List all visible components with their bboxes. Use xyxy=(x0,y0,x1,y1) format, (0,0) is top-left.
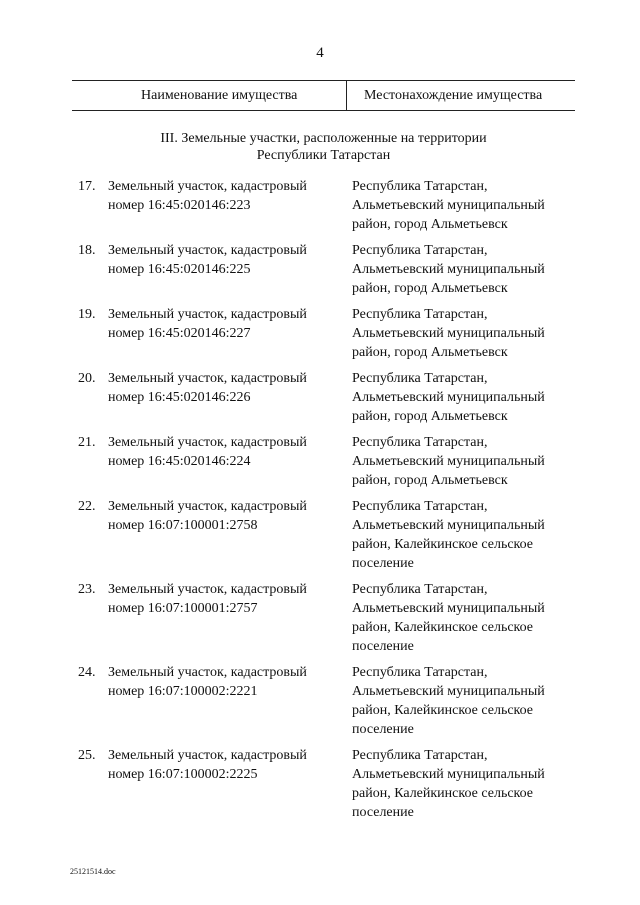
item-name-line: Земельный участок, кадастровый xyxy=(108,748,307,763)
item-location-line: Альметьевский муниципальный xyxy=(352,518,545,533)
item-location-line: район, Калейкинское сельское xyxy=(352,537,534,552)
item-name xyxy=(108,663,340,701)
item-location-line: Альметьевский муниципальный xyxy=(352,198,545,213)
item-name-line: Земельный участок, кадастровый xyxy=(108,435,307,450)
item-name-line: Земельный участок, кадастровый xyxy=(108,179,307,194)
list-item xyxy=(72,580,582,663)
item-name xyxy=(108,433,340,471)
item-name-line: номер 16:07:100002:2221 xyxy=(108,684,258,699)
item-number: 18. xyxy=(78,243,96,258)
item-number: 19. xyxy=(78,307,96,322)
list-item xyxy=(72,305,582,369)
item-location-line: район, город Альметьевск xyxy=(352,345,508,360)
column-header-name: Наименование имущества xyxy=(141,88,298,103)
item-location xyxy=(352,241,582,298)
section-title-line-2: Республики Татарстан xyxy=(256,148,391,163)
list-item xyxy=(72,497,582,580)
section-title xyxy=(72,130,575,164)
item-location-line: Республика Татарстан, xyxy=(352,435,488,450)
item-location-line: район, город Альметьевск xyxy=(352,473,508,488)
item-location-line: Республика Татарстан, xyxy=(352,748,488,763)
item-name xyxy=(108,241,340,279)
item-name xyxy=(108,369,340,407)
item-location-line: район, Калейкинское сельское xyxy=(352,786,534,801)
item-name-line: номер 16:45:020146:227 xyxy=(108,326,251,341)
table-header-divider xyxy=(346,80,347,110)
item-location-line: Альметьевский муниципальный xyxy=(352,601,545,616)
item-location-line: район, Калейкинское сельское xyxy=(352,703,534,718)
list-item xyxy=(72,369,582,433)
list-item xyxy=(72,241,582,305)
item-location-line: Альметьевский муниципальный xyxy=(352,767,545,782)
item-location-line: район, город Альметьевск xyxy=(352,217,508,232)
item-name-line: номер 16:07:100001:2758 xyxy=(108,518,258,533)
item-number: 20. xyxy=(78,371,96,386)
item-name xyxy=(108,746,340,784)
item-name xyxy=(108,177,340,215)
table-header-top-rule xyxy=(72,80,575,81)
item-name-line: Земельный участок, кадастровый xyxy=(108,371,307,386)
item-location-line: Республика Татарстан, xyxy=(352,371,488,386)
item-name-line: Земельный участок, кадастровый xyxy=(108,499,307,514)
item-location-line: поселение xyxy=(352,639,414,654)
item-location xyxy=(352,497,582,573)
list-item xyxy=(72,663,582,746)
item-name-line: номер 16:45:020146:223 xyxy=(108,198,251,213)
item-location-line: район, город Альметьевск xyxy=(352,281,508,296)
item-location-line: поселение xyxy=(352,805,414,820)
page-number: 4 xyxy=(316,45,324,61)
item-location xyxy=(352,433,582,490)
item-location xyxy=(352,305,582,362)
item-name-line: Земельный участок, кадастровый xyxy=(108,665,307,680)
property-list xyxy=(72,177,582,829)
item-number: 22. xyxy=(78,499,96,514)
item-location-line: Альметьевский муниципальный xyxy=(352,390,545,405)
item-location-line: район, Калейкинское сельское xyxy=(352,620,534,635)
item-location-line: Альметьевский муниципальный xyxy=(352,454,545,469)
item-location-line: район, город Альметьевск xyxy=(352,409,508,424)
item-name-line: номер 16:45:020146:224 xyxy=(108,454,251,469)
item-location-line: Альметьевский муниципальный xyxy=(352,262,545,277)
item-location-line: Республика Татарстан, xyxy=(352,179,488,194)
item-location-line: Альметьевский муниципальный xyxy=(352,684,545,699)
item-name-line: номер 16:07:100002:2225 xyxy=(108,767,258,782)
item-location-line: Республика Татарстан, xyxy=(352,665,488,680)
item-location-line: поселение xyxy=(352,556,414,571)
item-name xyxy=(108,305,340,343)
item-number: 17. xyxy=(78,179,96,194)
document-code: 25121514.doc xyxy=(70,867,116,876)
list-item xyxy=(72,433,582,497)
item-location-line: Республика Татарстан, xyxy=(352,243,488,258)
item-name-line: Земельный участок, кадастровый xyxy=(108,307,307,322)
item-location-line: Республика Татарстан, xyxy=(352,582,488,597)
item-location xyxy=(352,177,582,234)
item-location-line: Альметьевский муниципальный xyxy=(352,326,545,341)
item-location xyxy=(352,663,582,739)
item-number: 24. xyxy=(78,665,96,680)
table-header-bottom-rule xyxy=(72,110,575,111)
item-number: 25. xyxy=(78,748,96,763)
item-number: 23. xyxy=(78,582,96,597)
item-name xyxy=(108,497,340,535)
item-name-line: номер 16:45:020146:225 xyxy=(108,262,251,277)
item-name xyxy=(108,580,340,618)
item-number: 21. xyxy=(78,435,96,450)
item-location xyxy=(352,746,582,822)
item-name-line: Земельный участок, кадастровый xyxy=(108,582,307,597)
item-location xyxy=(352,580,582,656)
section-title-line-1: III. Земельные участки, расположенные на территории xyxy=(160,131,487,146)
item-name-line: номер 16:45:020146:226 xyxy=(108,390,251,405)
item-location xyxy=(352,369,582,426)
item-location-line: поселение xyxy=(352,722,414,737)
item-name-line: Земельный участок, кадастровый xyxy=(108,243,307,258)
list-item xyxy=(72,746,582,829)
item-name-line: номер 16:07:100001:2757 xyxy=(108,601,258,616)
item-location-line: Республика Татарстан, xyxy=(352,499,488,514)
column-header-location: Местонахождение имущества xyxy=(364,88,543,103)
item-location-line: Республика Татарстан, xyxy=(352,307,488,322)
list-item xyxy=(72,177,582,241)
